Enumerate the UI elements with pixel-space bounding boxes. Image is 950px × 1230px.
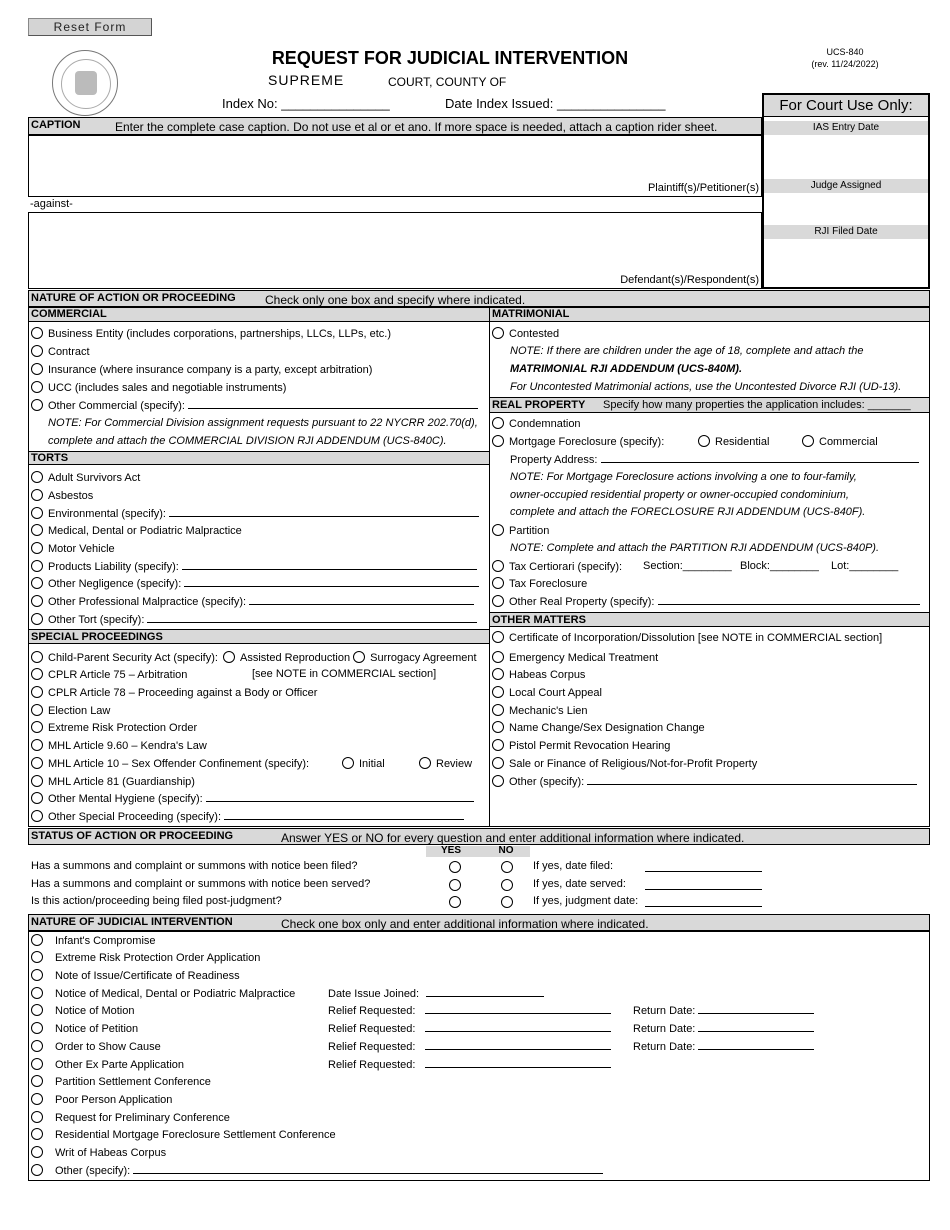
return-date-2[interactable]: Return Date: [633,1040,814,1053]
commercial-opt-3[interactable]: UCC (includes sales and negotiable instruments) [31,381,286,394]
relief-requested-2[interactable]: Relief Requested: [328,1040,611,1053]
relief-requested-0[interactable]: Relief Requested: [328,1004,611,1017]
rp-section[interactable]: Section:________ [643,560,732,572]
matrimonial-note-3: For Uncontested Matrimonial actions, use the Uncontested Divorce RJI (UD-13). [510,381,902,393]
rp-residential-radio[interactable]: Residential [698,435,769,448]
torts-opt-2[interactable]: Environmental (specify): [31,507,479,520]
index-no-field[interactable]: Index No: _______________ [222,96,390,111]
ias-entry-label: IAS Entry Date [764,121,928,135]
relief-requested-3[interactable]: Relief Requested: [328,1058,611,1071]
commercial-header: COMMERCIAL [29,308,489,322]
nature-header: NATURE OF ACTION OR PROCEEDING Check only one box and specify where indicated. [28,290,930,307]
status-q-1: Has a summons and complaint or summons with notice been served? [31,878,371,890]
nys-seal-icon [52,50,118,116]
rp-mortgage[interactable]: Mortgage Foreclosure (specify): [492,435,664,448]
status-date-line-2[interactable] [645,897,762,907]
other-opt-0[interactable]: Certificate of Incorporation/Dissolution [see NOTE in COMMERCIAL section] [492,631,882,644]
rp-partition[interactable]: Partition [492,524,549,537]
torts-opt-3[interactable]: Medical, Dental or Podiatric Malpractice [31,524,242,537]
other-opt-6[interactable]: Pistol Permit Revocation Hearing [492,739,670,752]
commercial-note-1: NOTE: For Commercial Division assignment requests pursuant to 22 NYCRR 202.70(d), [48,417,478,429]
intervention-opt-12[interactable]: Writ of Habeas Corpus [31,1146,166,1159]
status-header: STATUS OF ACTION OR PROCEEDING Answer YES or NO for every question and enter additional information where indicated. [28,828,930,845]
status-no-1[interactable] [501,879,513,891]
status-no-2[interactable] [501,896,513,908]
page-title: REQUEST FOR JUDICIAL INTERVENTION [271,48,629,68]
special-opt-0[interactable]: Child-Parent Security Act (specify): Assisted Reproduction Surrogacy Agreement [31,651,477,664]
rp-tax-cert[interactable]: Tax Certiorari (specify): [492,560,622,573]
status-date-line-0[interactable] [645,862,762,872]
intervention-opt-4[interactable]: Notice of Motion [31,1004,134,1017]
special-header: SPECIAL PROCEEDINGS [29,629,489,644]
real-property-header: REAL PROPERTY Specify how many properties the application includes: _______ [490,397,929,413]
torts-opt-7[interactable]: Other Professional Malpractice (specify): [31,595,474,608]
rp-partition-note: NOTE: Complete and attach the PARTITION RJI ADDENDUM (UCS-840P). [510,542,880,554]
reset-form-button[interactable]: Reset Form [28,18,152,36]
torts-opt-0[interactable]: Adult Survivors Act [31,471,140,484]
return-date-0[interactable]: Return Date: [633,1004,814,1017]
caption-header: CAPTION Enter the complete case caption. Do not use et al or et ano. If more space is needed, attach a caption rider sheet. [28,117,762,135]
special-opt-7[interactable]: MHL Article 81 (Guardianship) [31,775,195,788]
intervention-opt-1[interactable]: Extreme Risk Protection Order Application [31,951,260,964]
commercial-note-2: complete and attach the COMMERCIAL DIVISION RJI ADDENDUM (UCS-840C). [48,435,447,447]
against-label: -against- [30,198,73,210]
date-index-field[interactable]: Date Index Issued: _______________ [445,96,666,111]
intervention-opt-3[interactable]: Notice of Medical, Dental or Podiatric Malpractice [31,987,295,1000]
other-matters-header: OTHER MATTERS [490,612,929,627]
torts-opt-8[interactable]: Other Tort (specify): [31,613,477,626]
intervention-opt-8[interactable]: Partition Settlement Conference [31,1075,211,1088]
rp-other[interactable]: Other Real Property (specify): [492,595,920,608]
intervention-opt-2[interactable]: Note of Issue/Certificate of Readiness [31,969,240,982]
other-opt-3[interactable]: Local Court Appeal [492,686,602,699]
intervention-opt-9[interactable]: Poor Person Application [31,1093,172,1106]
rji-filed-label: RJI Filed Date [764,225,928,239]
special-opt-6[interactable]: MHL Article 10 – Sex Offender Confinement (specify): [31,757,309,770]
matrimonial-note-1: NOTE: If there are children under the age of 18, complete and attach the [510,345,864,357]
status-q-0: Has a summons and complaint or summons with notice been filed? [31,860,358,872]
intervention-opt-0[interactable]: Infant's Compromise [31,934,156,947]
intervention-opt-10[interactable]: Request for Preliminary Conference [31,1111,230,1124]
matrimonial-header: MATRIMONIAL [490,308,929,322]
torts-opt-5[interactable]: Products Liability (specify): [31,560,477,573]
special-opt-2[interactable]: CPLR Article 78 – Proceeding against a Body or Officer [31,686,317,699]
special-opt-5[interactable]: MHL Article 9.60 – Kendra's Law [31,739,207,752]
intervention-opt-13[interactable]: Other (specify): [31,1164,603,1177]
rp-condemnation[interactable]: Condemnation [492,417,581,430]
intervention-opt-5[interactable]: Notice of Petition [31,1022,138,1035]
rp-note-1: NOTE: For Mortgage Foreclosure actions involving a one to four-family, [510,471,857,483]
other-opt-7[interactable]: Sale or Finance of Religious/Not-for-Profit Property [492,757,757,770]
return-date-1[interactable]: Return Date: [633,1022,814,1035]
matrimonial-contested[interactable]: Contested [492,327,559,340]
intervention-opt-7[interactable]: Other Ex Parte Application [31,1058,184,1071]
intervention-opt-6[interactable]: Order to Show Cause [31,1040,161,1053]
intervention-opt-11[interactable]: Residential Mortgage Foreclosure Settlement Conference [31,1128,336,1141]
court-type: SUPREME [268,72,345,88]
rp-note-2: owner-occupied residential property or owner-occupied condominium, [510,489,849,501]
status-no-0[interactable] [501,861,513,873]
special-review-radio[interactable]: Review [419,757,472,770]
yes-no-header: YES NO [426,846,530,857]
special-opt-3[interactable]: Election Law [31,704,110,717]
other-opt-1[interactable]: Emergency Medical Treatment [492,651,658,664]
court-county-label: COURT, COUNTY OF [388,75,507,89]
rp-property-address[interactable]: Property Address: [510,453,919,466]
intervention-header: NATURE OF JUDICIAL INTERVENTION Check one box only and enter additional information where indicated. [28,914,930,931]
special-initial-radio[interactable]: Initial [342,757,385,770]
court-use-box [762,93,930,289]
commercial-opt-0[interactable]: Business Entity (includes corporations, partnerships, LLCs, LLPs, etc.) [31,327,391,340]
rp-commercial-radio[interactable]: Commercial [802,435,878,448]
status-yes-1[interactable] [449,879,461,891]
status-yes-0[interactable] [449,861,461,873]
status-f-2[interactable]: If yes, judgment date: [533,895,639,907]
matrimonial-note-2: MATRIMONIAL RJI ADDENDUM (UCS-840M). [510,363,743,375]
torts-header: TORTS [29,451,489,465]
status-q-2: Is this action/proceeding being filed post-judgment? [31,895,282,907]
other-opt-5[interactable]: Name Change/Sex Designation Change [492,721,705,734]
torts-opt-1[interactable]: Asbestos [31,489,93,502]
date-issue-joined[interactable]: Date Issue Joined: [328,987,544,1000]
special-opt-4[interactable]: Extreme Risk Protection Order [31,721,197,734]
commercial-opt-1[interactable]: Contract [31,345,90,358]
status-f-1[interactable]: If yes, date served: [533,878,626,890]
commercial-opt-4[interactable]: Other Commercial (specify): [31,399,478,412]
special-see-note: [see NOTE in COMMERCIAL section] [252,668,437,680]
rp-note-3: complete and attach the FORECLOSURE RJI ADDENDUM (UCS-840F). [510,506,866,518]
status-f-0[interactable]: If yes, date filed: [533,860,614,872]
torts-opt-6[interactable]: Other Negligence (specify): [31,577,479,590]
court-use-title: For Court Use Only: [764,95,928,117]
status-yes-2[interactable] [449,896,461,908]
commercial-opt-2[interactable]: Insurance (where insurance company is a party, except arbitration) [31,363,372,376]
judge-assigned-label: Judge Assigned [764,179,928,193]
form-id: UCS-840 (rev. 11/24/2022) [811,47,879,69]
relief-requested-1[interactable]: Relief Requested: [328,1022,611,1035]
defendant-input[interactable]: Defendant(s)/Respondent(s) [28,212,762,289]
plaintiff-input[interactable]: Plaintiff(s)/Petitioner(s) [28,135,762,197]
status-date-line-1[interactable] [645,880,762,890]
rp-tax-foreclosure[interactable]: Tax Foreclosure [492,577,587,590]
other-opt-4[interactable]: Mechanic's Lien [492,704,588,717]
special-opt-1[interactable]: CPLR Article 75 – Arbitration [31,668,187,681]
special-opt-9[interactable]: Other Special Proceeding (specify): [31,810,464,823]
rp-lot[interactable]: Lot:________ [831,560,899,572]
torts-opt-4[interactable]: Motor Vehicle [31,542,115,555]
other-opt-2[interactable]: Habeas Corpus [492,668,585,681]
rp-block[interactable]: Block:________ [740,560,819,572]
other-opt-8[interactable]: Other (specify): [492,775,917,788]
special-opt-8[interactable]: Other Mental Hygiene (specify): [31,792,474,805]
